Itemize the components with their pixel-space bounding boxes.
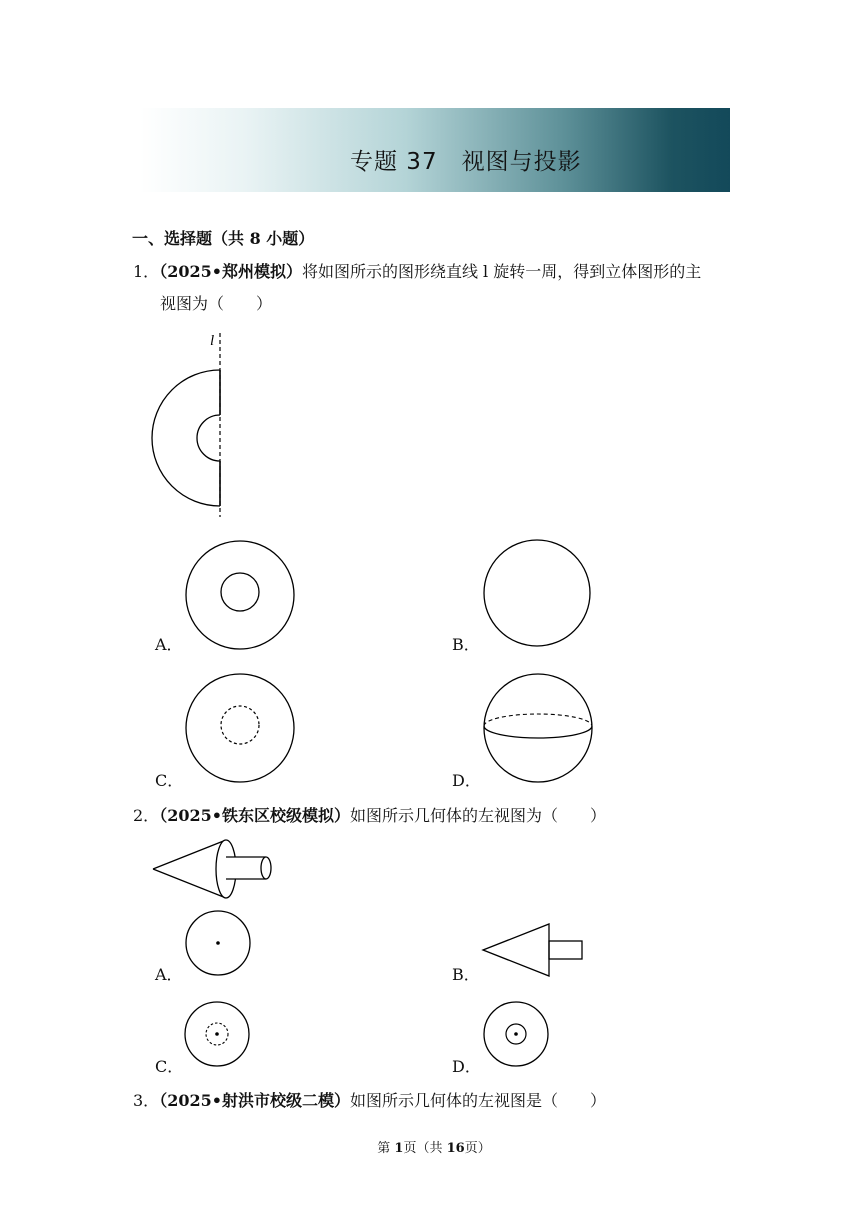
question-1-text-line2: 视图为（ ） (160, 294, 273, 313)
question-text: 将如图所示的图形绕直线 l 旋转一周，得到立体图形的主 (301, 262, 702, 281)
question-2 (133, 800, 753, 832)
q2-option-d-figure (483, 1000, 553, 1070)
question-source: （2025•郑州模拟） (159, 262, 302, 281)
q1-option-b-figure (483, 539, 593, 649)
inner-semicircle (197, 415, 220, 461)
q1-option-d-figure (483, 673, 595, 785)
section-title: 一、选择题（共 8 小题） (132, 229, 315, 248)
question-1 (133, 256, 753, 288)
q1-option-b[interactable]: B． (452, 635, 480, 654)
total-pages: 16 (446, 1141, 465, 1156)
q2-option-a-figure (185, 909, 255, 979)
q1-option-a[interactable]: A． (155, 635, 183, 654)
question-text: 如图所示几何体的左视图为（ ） (349, 806, 606, 825)
q2-option-b[interactable]: B． (452, 965, 480, 984)
question-3 (133, 1085, 753, 1117)
question-source: （2025•射洪市校级二模） (159, 1091, 350, 1110)
q2-option-d[interactable]: D． (452, 1057, 481, 1076)
outer-semicircle (152, 370, 220, 506)
question-text: 如图所示几何体的左视图是（ ） (349, 1091, 606, 1110)
q2-option-a[interactable]: A． (155, 965, 183, 984)
page-title: 专题 37 视图与投影 (350, 149, 582, 175)
q1-figure (140, 325, 250, 525)
page-number: 1 (394, 1141, 404, 1156)
question-number: 1． (133, 262, 160, 281)
q2-figure (150, 838, 275, 900)
page-footer: 第 1页（共 16页） (377, 1141, 491, 1156)
q2-option-b-figure (482, 922, 586, 978)
q1-option-c-figure (185, 673, 295, 783)
question-number: 2． (133, 806, 160, 825)
q2-option-c-figure (184, 1000, 254, 1070)
q1-option-d[interactable]: D． (452, 771, 481, 790)
question-source: （2025•铁东区校级模拟） (159, 806, 350, 825)
axis-label: l (210, 333, 215, 349)
q2-option-c[interactable]: C． (155, 1057, 184, 1076)
q1-option-c[interactable]: C． (155, 771, 184, 790)
question-number: 3． (133, 1091, 160, 1110)
q1-option-a-figure (185, 540, 295, 650)
